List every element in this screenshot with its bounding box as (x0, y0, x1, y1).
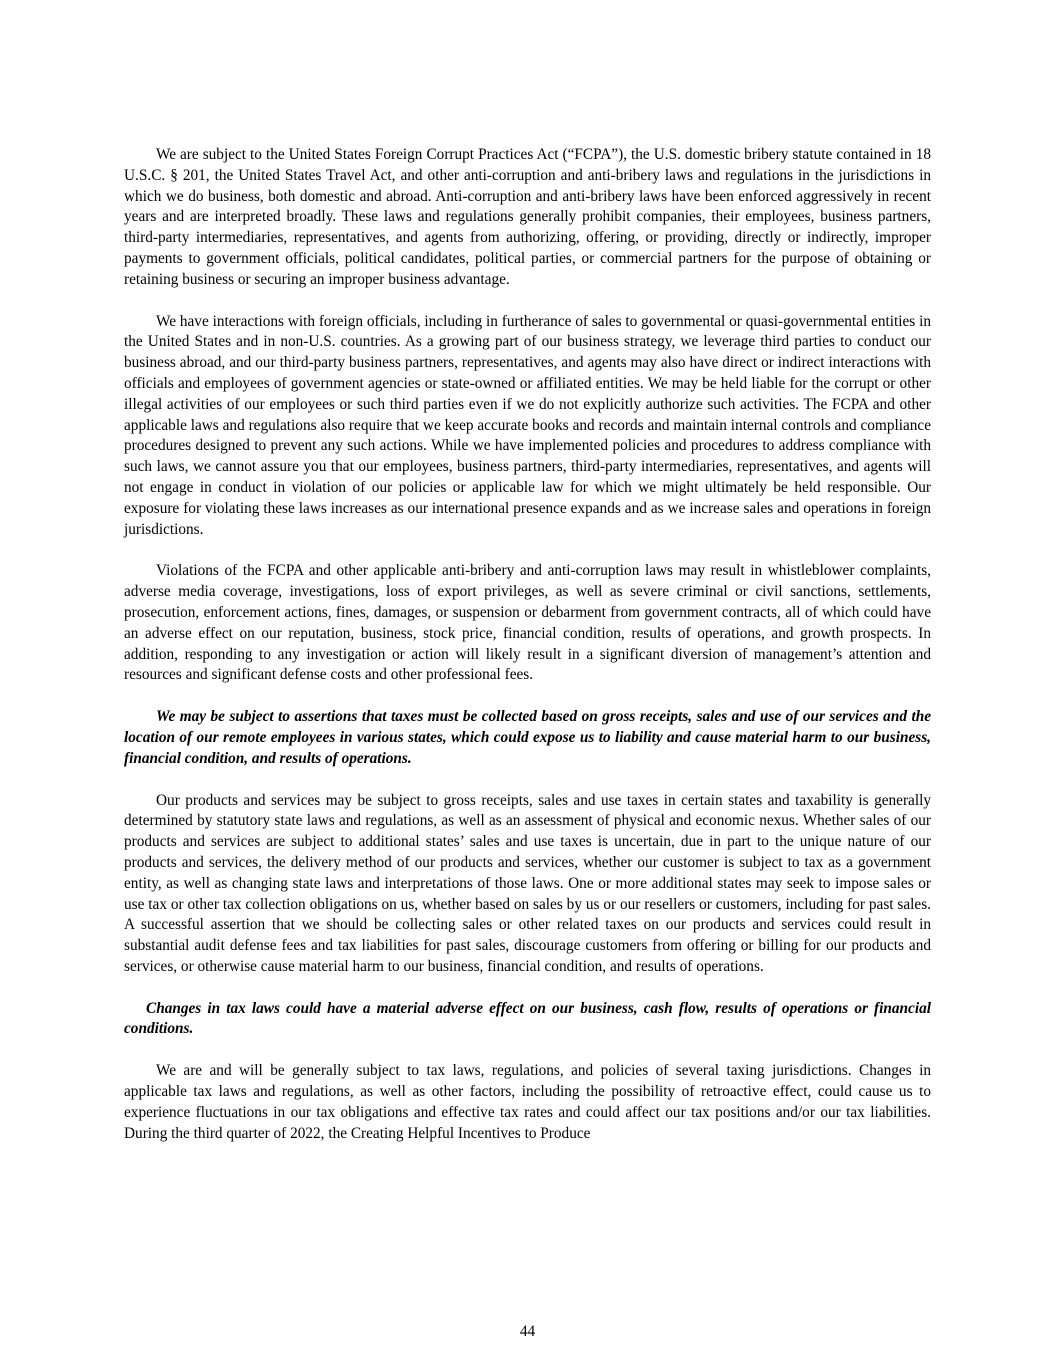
paragraph-violations: Violations of the FCPA and other applicable anti-bribery and anti-corruption laws may result in whistleblower complaints, adverse media coverage, investigations, loss of export privileges, as well as severe criminal or civil sanctions, settlements, prosecution, enforcement actions, fines, damages, or suspension or debarment from government contracts, all of which could have an adverse effect on our reputation, business, stock price, financial condition, results of operations, and growth prospects. In addition, responding to any investigation or action will likely result in a significant diversion of management’s attention and resources and significant defense costs and other professional fees. (124, 562, 931, 684)
page-number: 44 (519, 1323, 536, 1340)
heading-tax-assertions: We may be subject to assertions that taxes must be collected based on gross receipts, sales and use of our services and the location of our remote employees in various states, which could expose us to liability and cause material harm to our business, financial condition, and results of operations. (124, 708, 931, 767)
heading-tax-law-changes: Changes in tax laws could have a material adverse effect on our business, cash flow, results of operations or financial conditions. (124, 999, 931, 1038)
document-body (124, 145, 931, 1144)
paragraph-sales-use-taxes: Our products and services may be subject to gross receipts, sales and use taxes in certain states and taxability is generally determined by statutory state laws and regulations, as well as an assessment of physical and economic nexus. Whether sales of our products and services are subject to additional states’ sales and use taxes is uncertain, due in part to the unique nature of our products and services, the delivery method of our products and services, whether our customer is subject to tax as a government entity, as well as changing state laws and interpretations of those laws. One or more additional states may seek to impose sales or use tax or other tax collection obligations on us, whether based on sales by us or our resellers or customers, including for past sales. A successful assertion that we should be collecting sales or other related taxes on our products and services could result in substantial audit defense fees and tax liabilities for past sales, discourage customers from offering or billing for our products and services, or otherwise cause material harm to our business, financial condition, and results of operations. (124, 791, 931, 975)
paragraph-fcpa-subject: We are subject to the United States Foreign Corrupt Practices Act (“FCPA”), the U.S. domestic bribery statute contained in 18 U.S.C. § 201, the United States Travel Act, and other anti-corruption and anti-bribery laws and regulations in the jurisdictions in which we do business, both domestic and abroad. Anti-corruption and anti-bribery laws have been enforced aggressively in recent years and are interpreted broadly. These laws and regulations generally prohibit companies, their employees, business partners, third-party intermediaries, representatives, and agents from authorizing, offering, or providing, directly or indirectly, improper payments to government officials, political candidates, political parties, or commercial partners for the purpose of obtaining or retaining business or securing an improper business advantage. (124, 146, 931, 288)
paragraph-tax-jurisdictions: We are and will be generally subject to tax laws, regulations, and policies of several taxing jurisdictions. Changes in applicable tax laws and regulations, as well as other factors, including the possibility of retroactive effect, could cause us to experience fluctuations in our tax obligations and effective tax rates and could affect our tax positions and/or our tax liabilities. During the third quarter of 2022, the Creating Helpful Incentives to Produce (124, 1062, 931, 1142)
paragraph-foreign-officials: We have interactions with foreign officials, including in furtherance of sales to governmental or quasi-governmental entities in the United States and in non-U.S. countries. As a growing part of our business strategy, we leverage third parties to conduct our business abroad, and our third-party business partners, representatives, and agents may also have direct or indirect interactions with officials and employees of government agencies or state-owned or affiliated entities. We may be held liable for the corrupt or other illegal activities of our employees or such third parties even if we do not explicitly authorize such activities. The FCPA and other applicable laws and regulations also require that we keep accurate books and records and maintain internal controls and compliance procedures designed to prevent any such actions. While we have implemented policies and procedures to address compliance with such laws, we cannot assure you that our employees, business partners, third-party intermediaries, representatives, and agents will not engage in conduct in violation of our policies or applicable law for which we might ultimately be held responsible. Our exposure for violating these laws increases as our international presence expands and as we increase sales and operations in foreign jurisdictions. (124, 312, 931, 538)
